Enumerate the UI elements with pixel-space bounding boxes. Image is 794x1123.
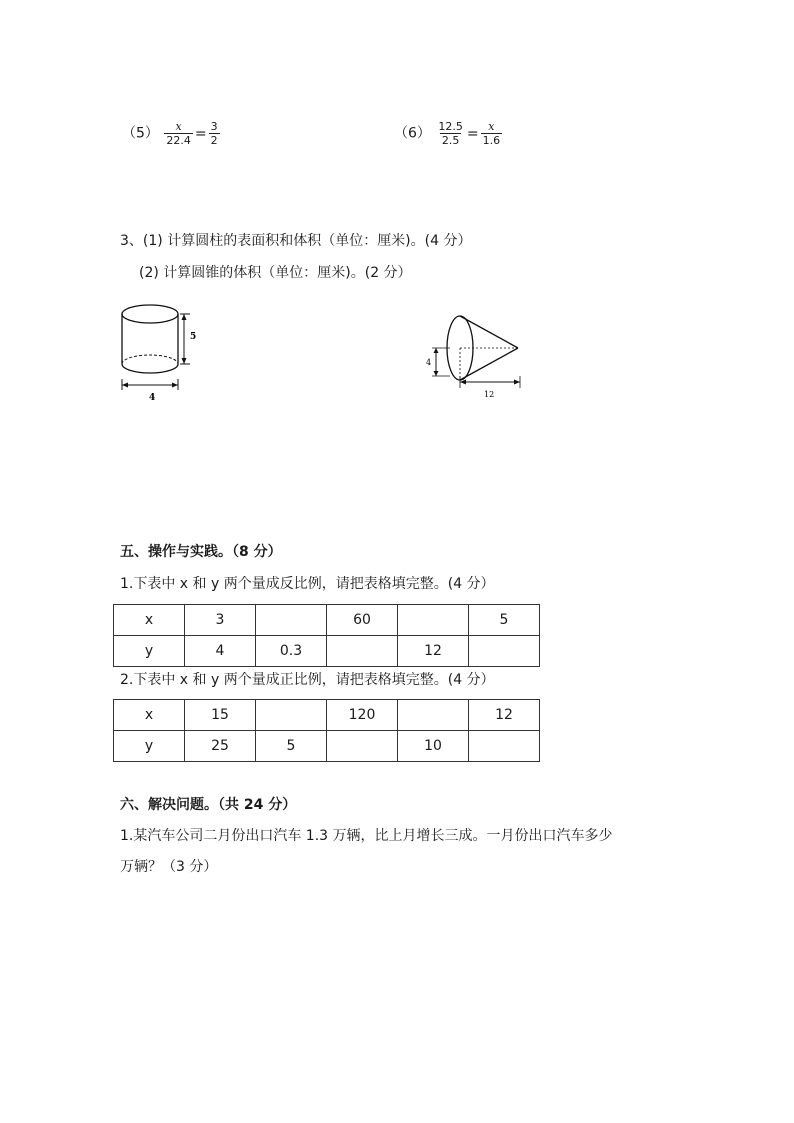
table-cell: 15 bbox=[185, 700, 256, 731]
table-cell-blank[interactable] bbox=[327, 636, 398, 667]
table-row-y bbox=[114, 636, 540, 667]
table-cell: y bbox=[114, 731, 185, 762]
cylinder-bottom-front bbox=[122, 364, 178, 373]
cone-top-slant bbox=[460, 316, 518, 348]
section-6-question-1-line-2: 万辆？（3 分） bbox=[120, 859, 218, 875]
table-cell: 0.3 bbox=[256, 636, 327, 667]
question-3-line-2: (2) 计算圆锥的体积（单位：厘米)。(2 分） bbox=[139, 265, 412, 281]
table-cell: 4 bbox=[185, 636, 256, 667]
section-6-heading: 六、解决问题。（共 24 分） bbox=[120, 797, 297, 813]
inverse-proportion-table bbox=[113, 604, 540, 667]
table-cell: 10 bbox=[398, 731, 469, 762]
section-5-question-1: 1.下表中 x 和 y 两个量成反比例，请把表格填完整。(4 分） bbox=[120, 576, 495, 592]
section-5-heading: 五、操作与实践。（8 分） bbox=[120, 544, 282, 560]
cylinder-figure bbox=[112, 300, 212, 405]
fraction-x-over-1-6: $\frac{x}{1.6}$ bbox=[482, 120, 501, 147]
table-row-y bbox=[114, 731, 540, 762]
table-row-x bbox=[114, 700, 540, 731]
table-cell: 5 bbox=[469, 605, 540, 636]
table-cell-blank[interactable] bbox=[398, 700, 469, 731]
equation-6: （6） $\frac{12.5}{2.5}$ = $\frac{x}{1.6}$ bbox=[394, 120, 501, 147]
fraction-12-5-over-2-5: $\frac{12.5}{2.5}$ bbox=[438, 120, 463, 147]
cylinder-height-label: 5 bbox=[190, 332, 197, 342]
equation-6-label: （6） bbox=[394, 125, 431, 142]
equation-5-label: （5） bbox=[122, 125, 159, 142]
table-cell: x bbox=[114, 605, 185, 636]
table-cell: 3 bbox=[185, 605, 256, 636]
section-6-question-1-line-1: 1.某汽车公司二月份出口汽车 1.3 万辆，比上月增长三成。一月份出口汽车多少 bbox=[120, 828, 613, 844]
table-cell: 5 bbox=[256, 731, 327, 762]
table-cell-blank[interactable] bbox=[256, 700, 327, 731]
table-cell-blank[interactable] bbox=[469, 731, 540, 762]
cone-figure bbox=[420, 308, 530, 403]
cone-radius-label: 4 bbox=[426, 358, 432, 367]
table-cell-blank[interactable] bbox=[256, 605, 327, 636]
question-3-line-1: 3、(1) 计算圆柱的表面积和体积（单位：厘米)。(4 分） bbox=[120, 233, 472, 249]
table-cell: y bbox=[114, 636, 185, 667]
fraction-3-over-2: $\frac{3}{2}$ bbox=[210, 120, 218, 147]
cylinder-top-ellipse bbox=[122, 305, 178, 323]
equation-5: （5） $\frac{x}{22.4}$ = $\frac{3}{2}$ bbox=[122, 120, 218, 147]
table-cell: 60 bbox=[327, 605, 398, 636]
direct-proportion-table bbox=[113, 699, 540, 762]
table-cell-blank[interactable] bbox=[327, 731, 398, 762]
cylinder-bottom-back bbox=[122, 355, 178, 364]
cylinder-diameter-label: 4 bbox=[149, 393, 156, 403]
section-5-question-2: 2.下表中 x 和 y 两个量成正比例，请把表格填完整。(4 分） bbox=[120, 672, 495, 688]
cone-bottom-slant bbox=[460, 348, 518, 380]
table-cell: 120 bbox=[327, 700, 398, 731]
table-cell: 12 bbox=[469, 700, 540, 731]
table-cell: 12 bbox=[398, 636, 469, 667]
cone-height-label: 12 bbox=[484, 390, 495, 399]
table-cell: x bbox=[114, 700, 185, 731]
table-row-x bbox=[114, 605, 540, 636]
table-cell-blank[interactable] bbox=[398, 605, 469, 636]
table-cell: 25 bbox=[185, 731, 256, 762]
fraction-x-over-22-4: $\frac{x}{22.4}$ bbox=[166, 120, 191, 147]
table-cell-blank[interactable] bbox=[469, 636, 540, 667]
